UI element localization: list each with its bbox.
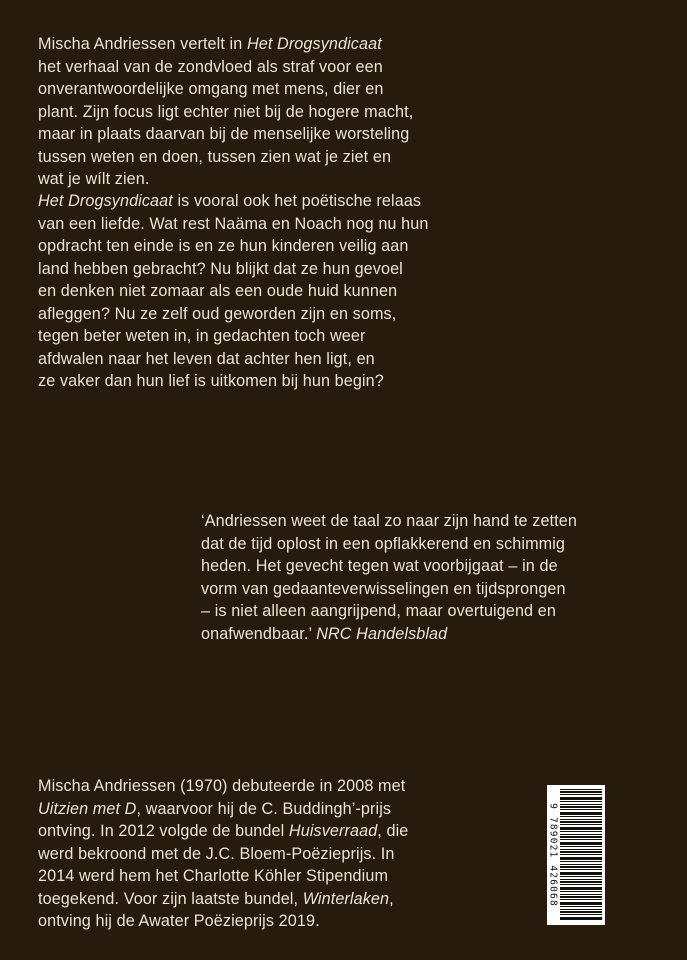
text-segment: afleggen? Nu ze zelf oud geworden zijn en soms, (38, 304, 397, 323)
text-line (38, 843, 408, 866)
text-segment: , die (377, 822, 409, 840)
text-line (201, 623, 577, 646)
text-line (38, 865, 408, 888)
text-line (38, 348, 428, 371)
text-segment: ze vaker dan hun lief is uitkomen bij hun begin? (38, 372, 384, 390)
text-line (38, 303, 428, 326)
intro-paragraph (38, 33, 413, 191)
text-segment: afdwalen naar het leven dat achter hen ligt, en (38, 349, 375, 368)
text-line (38, 888, 408, 911)
text-line (38, 235, 428, 258)
love-story-paragraph (38, 190, 428, 393)
text-segment: , waarvoor hij de C. Buddingh’-prijs (136, 799, 392, 818)
text-segment: Mischa Andriessen vertelt in (38, 35, 247, 53)
text-line (201, 600, 577, 623)
italic-title-text: Uitzien met D (38, 799, 137, 818)
text-line (38, 78, 413, 101)
text-line (38, 258, 428, 281)
text-line (38, 168, 413, 191)
text-segment: vorm van gedaanteverwisselingen en tijdsprongen (201, 579, 566, 598)
text-line (38, 798, 408, 821)
text-segment: onverantwoordelijke omgang met mens, dier en (38, 80, 384, 98)
text-segment: , (389, 889, 394, 908)
text-segment: is vooral ook het poëtische relaas (172, 192, 422, 210)
italic-title-text: Winterlaken (302, 889, 390, 908)
text-line (38, 33, 413, 56)
text-segment: ‘Andriessen weet de taal zo naar zijn hand te zetten (201, 512, 577, 530)
text-segment: tegen beter weten in, in gedachten toch weer (38, 327, 366, 345)
text-segment: en denken niet zomaar als een oude huid kunnen (38, 282, 398, 300)
isbn-digits-column (547, 785, 559, 925)
text-line (38, 146, 413, 169)
text-line (38, 213, 428, 236)
isbn-digits: 9 789021 426068 (547, 803, 558, 907)
text-segment: maar in plaats daarvan bij de menselijke worsteling (38, 125, 410, 143)
text-segment: wat je wílt zien. (38, 170, 150, 188)
text-line (38, 190, 428, 213)
text-line (38, 123, 413, 146)
text-line (38, 101, 413, 124)
text-segment: ontving. In 2012 volgde de bundel (38, 822, 289, 840)
text-segment: van een liefde. Wat rest Naäma en Noach nog nu hun (38, 214, 429, 233)
barcode-bars (560, 789, 602, 921)
text-segment: 2014 werd hem het Charlotte Köhler Stipendium (38, 867, 389, 885)
text-line (38, 280, 428, 303)
text-line (38, 370, 428, 393)
text-segment: land hebben gebracht? Nu blijkt dat ze hun gevoel (38, 259, 403, 278)
text-line (201, 510, 577, 533)
italic-title-text: Het Drogsyndicaat (246, 35, 382, 53)
text-segment: werd bekroond met de J.C. Bloem-Poëzieprijs. In (38, 844, 395, 863)
text-segment: toegekend. Voor zijn laatste bundel, (38, 889, 303, 908)
text-line (201, 578, 577, 601)
text-segment: onafwendbaar.’ (201, 624, 317, 643)
italic-title-text: Huisverraad (288, 822, 378, 840)
text-segment: – is niet alleen aangrijpend, maar overtuigend en (201, 602, 556, 620)
text-segment: tussen weten en doen, tussen zien wat je ziet en (38, 147, 392, 166)
text-segment: ontving hij de Awater Poëzieprijs 2019. (38, 912, 320, 930)
author-bio-paragraph (38, 775, 408, 933)
italic-title-text: Het Drogsyndicaat (38, 192, 173, 210)
text-segment: dat de tijd oplost in een opflakkerend en schimmig (201, 534, 566, 553)
text-segment: heden. Het gevecht tegen wat voorbijgaat – in de (201, 557, 558, 575)
text-segment: Mischa Andriessen (1970) debuteerde in 2008 met (38, 777, 406, 795)
text-line (38, 820, 408, 843)
press-quote (201, 510, 577, 645)
text-line (201, 533, 577, 556)
text-segment: plant. Zijn focus ligt echter niet bij de hogere macht, (38, 102, 414, 121)
text-line (38, 775, 408, 798)
text-line (38, 910, 408, 933)
text-segment: het verhaal van de zondvloed als straf voor een (38, 57, 383, 76)
text-line (38, 325, 428, 348)
italic-title-text: NRC Handelsblad (316, 624, 448, 643)
isbn-barcode (547, 785, 605, 925)
text-line (38, 56, 413, 79)
text-segment: opdracht ten einde is en ze hun kinderen veilig aan (38, 237, 409, 255)
text-line (201, 555, 577, 578)
